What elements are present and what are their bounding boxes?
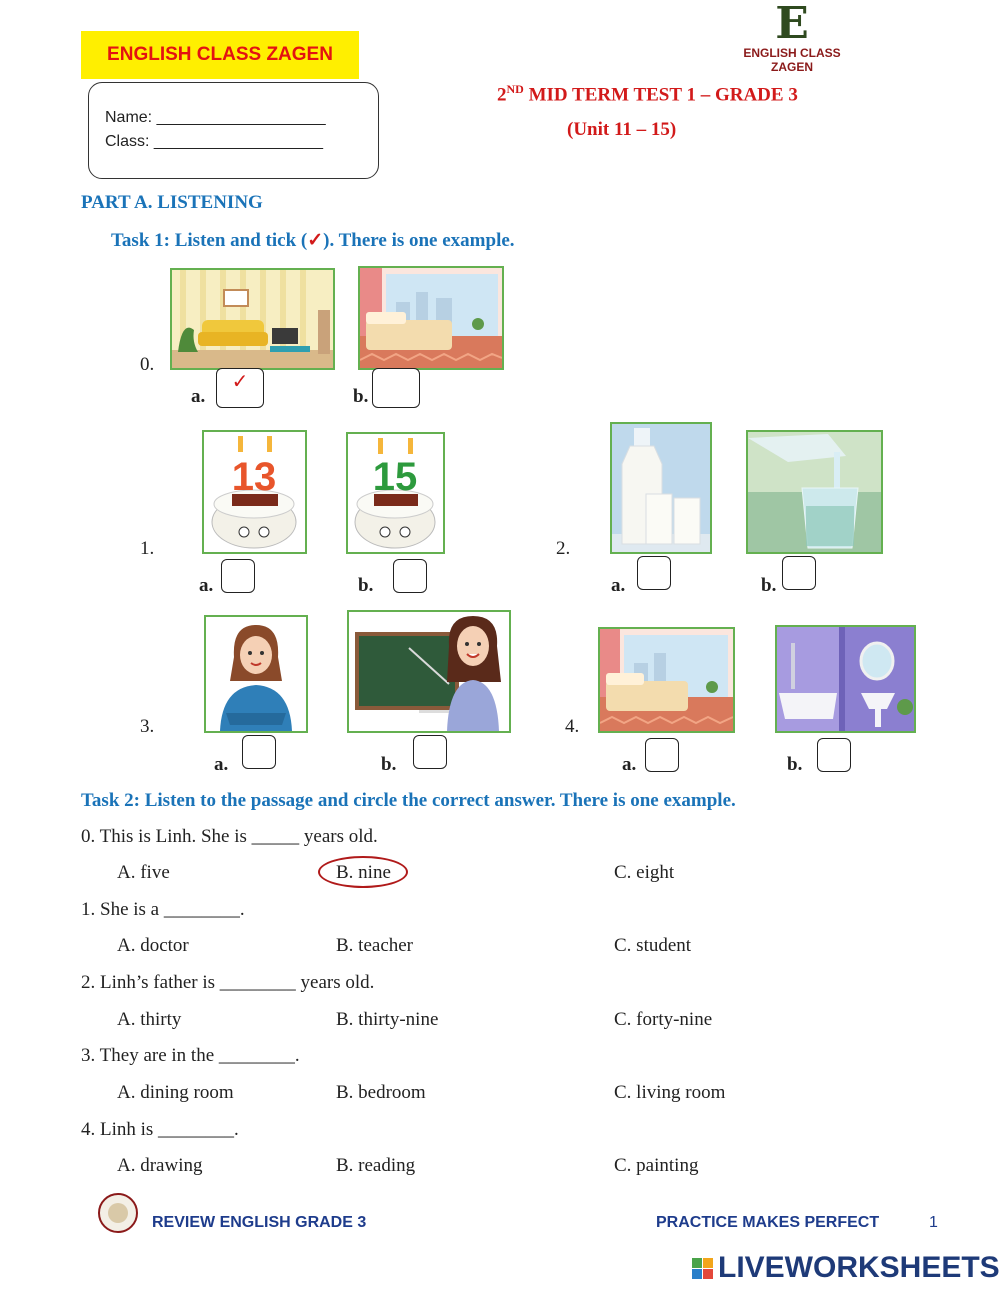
- option-a[interactable]: A. doctor: [117, 935, 189, 956]
- class-field[interactable]: Class: ___________________: [105, 133, 323, 150]
- answer-tick: ✓: [231, 371, 249, 393]
- title-text: MID TERM TEST 1 – GRADE 3: [523, 84, 798, 106]
- label-a: a.: [199, 575, 214, 596]
- task1-heading-after: ). There is one example.: [323, 230, 515, 251]
- title-number: 2: [497, 84, 507, 106]
- answer-circle: [318, 856, 408, 888]
- option-a[interactable]: A. drawing: [117, 1155, 203, 1176]
- cake-13-picture: [202, 430, 307, 554]
- option-c[interactable]: C. eight: [614, 862, 675, 883]
- tick-box-3b[interactable]: [413, 735, 447, 769]
- option-b[interactable]: B. reading: [336, 1155, 416, 1176]
- living-room-picture: [170, 268, 335, 370]
- teacher-picture: [347, 610, 511, 733]
- milk-picture: [610, 422, 712, 554]
- tick-box-4b[interactable]: [817, 738, 851, 772]
- question-1: 1. She is a ________.: [81, 899, 245, 920]
- item-number: 0.: [140, 354, 155, 375]
- cake-15-number: 15: [372, 455, 418, 499]
- label-b: b.: [358, 575, 374, 596]
- question-3: 3. They are in the ________.: [81, 1045, 300, 1066]
- option-c[interactable]: C. forty-nine: [614, 1009, 713, 1030]
- logo-text: ENGLISH CLASS ZAGEN: [743, 46, 841, 74]
- liveworksheets-logo-icon: [692, 1258, 714, 1280]
- logo-letter: E: [775, 0, 809, 49]
- item-number: 1.: [140, 538, 155, 559]
- question-4: 4. Linh is ________.: [81, 1119, 239, 1140]
- brand-logo: [722, 0, 862, 74]
- title-superscript: ND: [506, 82, 524, 96]
- option-a[interactable]: A. five: [117, 862, 170, 883]
- label-b: b.: [353, 386, 369, 407]
- name-field[interactable]: Name: ___________________: [105, 109, 326, 126]
- cake-15-picture: [346, 432, 445, 554]
- option-c[interactable]: C. student: [614, 935, 692, 956]
- water-picture: [746, 430, 883, 554]
- label-b: b.: [761, 575, 777, 596]
- page-number: 1: [929, 1214, 938, 1231]
- label-b: b.: [381, 754, 397, 775]
- tick-box-1a[interactable]: [221, 559, 255, 593]
- footer-left: REVIEW ENGLISH GRADE 3: [152, 1214, 367, 1231]
- option-b[interactable]: B. thirty-nine: [336, 1009, 439, 1030]
- bedroom-picture: [358, 266, 504, 370]
- tick-box-0a[interactable]: [216, 368, 264, 408]
- part-a-heading: PART A. LISTENING: [81, 192, 263, 213]
- bedroom-picture: [598, 627, 735, 733]
- label-a: a.: [611, 575, 626, 596]
- label-a: a.: [214, 754, 229, 775]
- item-number: 3.: [140, 716, 155, 737]
- tick-box-0b[interactable]: [372, 368, 420, 408]
- option-b[interactable]: B. teacher: [336, 935, 414, 956]
- task1-heading-before: Task 1: Listen and tick (: [111, 230, 308, 251]
- option-b[interactable]: B. nine: [336, 862, 391, 883]
- tick-icon: ✓: [307, 230, 324, 251]
- tick-box-2a[interactable]: [637, 556, 671, 590]
- label-a: a.: [622, 754, 637, 775]
- bathroom-picture: [775, 625, 916, 733]
- item-number: 2.: [556, 538, 571, 559]
- task2-heading: Task 2: Listen to the passage and circle the correct answer. There is one example.: [81, 790, 736, 811]
- question-0: 0. This is Linh. She is _____ years old.: [81, 826, 378, 847]
- footer-right: PRACTICE MAKES PERFECT: [656, 1214, 880, 1231]
- tick-box-2b[interactable]: [782, 556, 816, 590]
- option-a[interactable]: A. thirty: [117, 1009, 182, 1030]
- cake-13-number: 13: [231, 455, 277, 499]
- brand-box-text: ENGLISH CLASS ZAGEN: [107, 44, 333, 65]
- task1-heading: [111, 229, 515, 252]
- option-c[interactable]: C. living room: [614, 1082, 726, 1103]
- tick-box-1b[interactable]: [393, 559, 427, 593]
- school-seal-icon: [98, 1193, 138, 1233]
- tick-box-3a[interactable]: [242, 735, 276, 769]
- tick-box-4a[interactable]: [645, 738, 679, 772]
- nurse-picture: [204, 615, 308, 733]
- item-number: 4.: [565, 716, 580, 737]
- option-a[interactable]: A. dining room: [117, 1082, 234, 1103]
- option-c[interactable]: C. painting: [614, 1155, 699, 1176]
- label-a: a.: [191, 386, 206, 407]
- option-b[interactable]: B. bedroom: [336, 1082, 426, 1103]
- page-title: [497, 82, 798, 106]
- liveworksheets-brand[interactable]: LIVEWORKSHEETS: [718, 1251, 1000, 1284]
- label-b: b.: [787, 754, 803, 775]
- name-class-box: [88, 82, 379, 179]
- brand-box: [81, 31, 359, 79]
- page-subtitle: (Unit 11 – 15): [567, 119, 677, 140]
- question-2: 2. Linh’s father is ________ years old.: [81, 972, 375, 993]
